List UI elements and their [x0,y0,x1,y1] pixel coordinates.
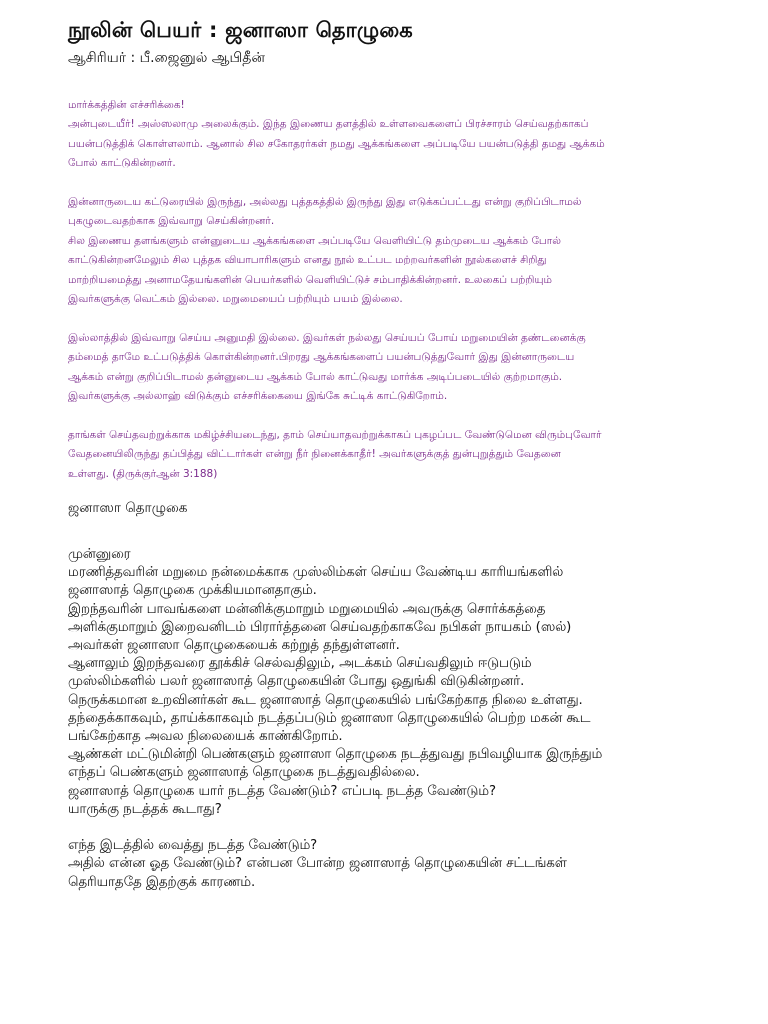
notice-line: மார்க்கத்தின் எச்சரிக்கை! [68,99,185,111]
body-line: முஸ்லிம்களில் பலர் ஜனாஸாத் தொழுகையின் போது ஒதுங்கி விடுகின்றனர். [68,674,525,690]
notice-line: அன்புடையீர்! அஸ்ஸலாமு அலைக்கும். இந்த இணைய தளத்தில் உள்ளவைகளைப் பிரச்சாரம் செய்வதற்காகப் [68,118,589,131]
notice-line: போல் காட்டுகின்றனர். [68,157,176,170]
body-line: யாருக்கு நடத்தக் கூடாது? [68,801,222,817]
notice-line: இவர்களுக்கு அல்லாஹ் விடுக்கும் எச்சரிக்கையை இங்கே சுட்டிக் காட்டுகிறோம். [68,390,448,403]
body-line: நெருக்கமான உறவினர்கள் கூட ஜனாஸாத் தொழுகையில் பங்கேற்காத நிலை உள்ளது. [68,692,583,708]
body-line: இறந்தவரின் பாவங்களை மன்னிக்குமாறும் மறுமையில் அவருக்கு சொர்க்கத்தை [68,601,546,617]
body-line: ஆனாலும் இறந்தவரை தூக்கிச் செல்வதிலும், அடக்கம் செய்வதிலும் ஈடுபடும் [68,656,532,672]
body-line: ஜனாஸாத் தொழுகை முக்கியமானதாகும். [68,583,317,599]
body-line: அதில் என்ன ஓத வேண்டும்? என்பன போன்ற ஜனாஸாத் தொழுகையின் சட்டங்கள் [68,856,567,872]
section-title: ஜனாஸா தொழுகை [68,500,188,516]
body-line: முன்னுரை [68,547,131,562]
body-line: ஜனாஸாத் தொழுகை யார் நடத்த வேண்டும்? எப்படி நடத்த வேண்டும்? [68,783,496,799]
notice-paragraph-gap [68,174,728,193]
body-line: மரணித்தவரின் மறுமை நன்மைக்காக முஸ்லிம்கள் செய்ய வேண்டிய காரியங்களில் [68,565,564,581]
notice-line: தம்மைத் தாமே உட்படுத்திக் கொள்கின்றனர்.பிறரது ஆக்கங்களைப் பயன்படுத்துவோர் இது இன்னாருடைய [68,351,575,364]
body-line: அவர்கள் ஜனாஸா தொழுகையைக் கற்றுத் தந்துள்ளனர். [68,638,400,654]
notice-line: இஸ்லாத்தில் இவ்வாறு செய்ய அனுமதி இல்லை. இவர்கள் நல்லது செய்யப் போய் மறுமையின் தண்டனைக்கு [68,331,586,344]
body-line: அளிக்குமாறும் இறைவனிடம் பிரார்த்தனை செய்வதற்காகவே நபிகள் நாயகம் (ஸல்) [68,619,572,635]
notice-paragraph-gap [68,309,728,328]
body-line: தெரியாததே இதற்குக் காரணம். [68,874,256,890]
notice-line: சில இணைய தளங்களும் என்னுடைய ஆக்கங்களை அப்படியே வெளியிட்டு தம்முடைய ஆக்கம் போல் [68,234,561,247]
notice-line: வேதனையிலிருந்து தப்பித்து விட்டார்கள் என்று நீர் நினைக்காதீர்! அவர்களுக்குத் துன்புறுத்தும் வேதனை [68,448,561,461]
author-line: ஆசிரியர் : பீ.ஜைனுல் ஆபிதீன் [68,50,265,66]
notice-line: மாற்றியமைத்து அனாமதேயங்களின் பெயர்களில் வெளியிட்டுச் சம்பாதிக்கின்றனர். உலகைப் பற்றியும் [68,273,552,286]
notice-line: காட்டுகின்றனமேலும் சில புத்தக வியாபாரிகளும் எனது நூல் உட்பட மற்றவர்களின் நூல்களைச் சிறிது [68,254,547,267]
notice-line: இவர்களுக்கு வெட்கம் இல்லை. மறுமையைப் பற்றியும் பயம் இல்லை. [68,293,403,306]
notice-line: புகழுடைவதற்காக இவ்வாறு செய்கின்றனர். [68,215,275,228]
body-line: ஆண்கள் மட்டுமின்றி பெண்களும் ஜனாஸா தொழுகை நடத்துவது நபிவழியாக இருந்தும் [68,747,603,763]
notice-line: ஆக்கம் என்று குறிப்பிடாமல் தன்னுடைய ஆக்கம் போல் காட்டுவது மார்க்க அடிப்படையில் குற்றமாகும். [68,370,563,383]
warning-notice [68,96,728,484]
notice-line: உள்ளது. (திருக்குர்ஆன் 3:188) [68,467,218,480]
notice-line: தாங்கள் செய்தவற்றுக்காக மகிழ்ச்சியடைந்து, தாம் செய்யாதவற்றுக்காகப் புகழப்பட வேண்டுமென விரும்புவோர் [68,428,602,441]
main-text [68,546,728,892]
body-line: பங்கேற்காத அவல நிலையைக் காண்கிறோம். [68,729,343,745]
notice-line: இன்னாருடைய கட்டுரையில் இருந்து, அல்லது புத்தகத்தில் இருந்து இது எடுக்கப்பட்டது என்று குறிப்பிடாமல் [68,196,582,209]
body-line: எந்த இடத்தில் வைத்து நடத்த வேண்டும்? [68,838,318,854]
body-line: எந்தப் பெண்களும் ஜனாஸாத் தொழுகை நடத்துவதில்லை. [68,765,420,781]
body-paragraph-gap [68,819,728,837]
notice-line: பயன்படுத்திக் கொள்ளலாம். ஆனால் சில சகோதரர்கள் நமது ஆக்கங்களை அப்படியே பயன்படுத்தி தமது ஆக்கம் [68,137,605,150]
book-title: நூலின் பெயர் : ஜனாஸா தொழுகை [68,18,413,42]
notice-paragraph-gap [68,406,728,425]
body-line: தந்தைக்காகவும், தாய்க்காகவும் நடத்தப்படும் ஜனாஸா தொழுகையில் பெற்ற மகன் கூட [68,710,591,726]
